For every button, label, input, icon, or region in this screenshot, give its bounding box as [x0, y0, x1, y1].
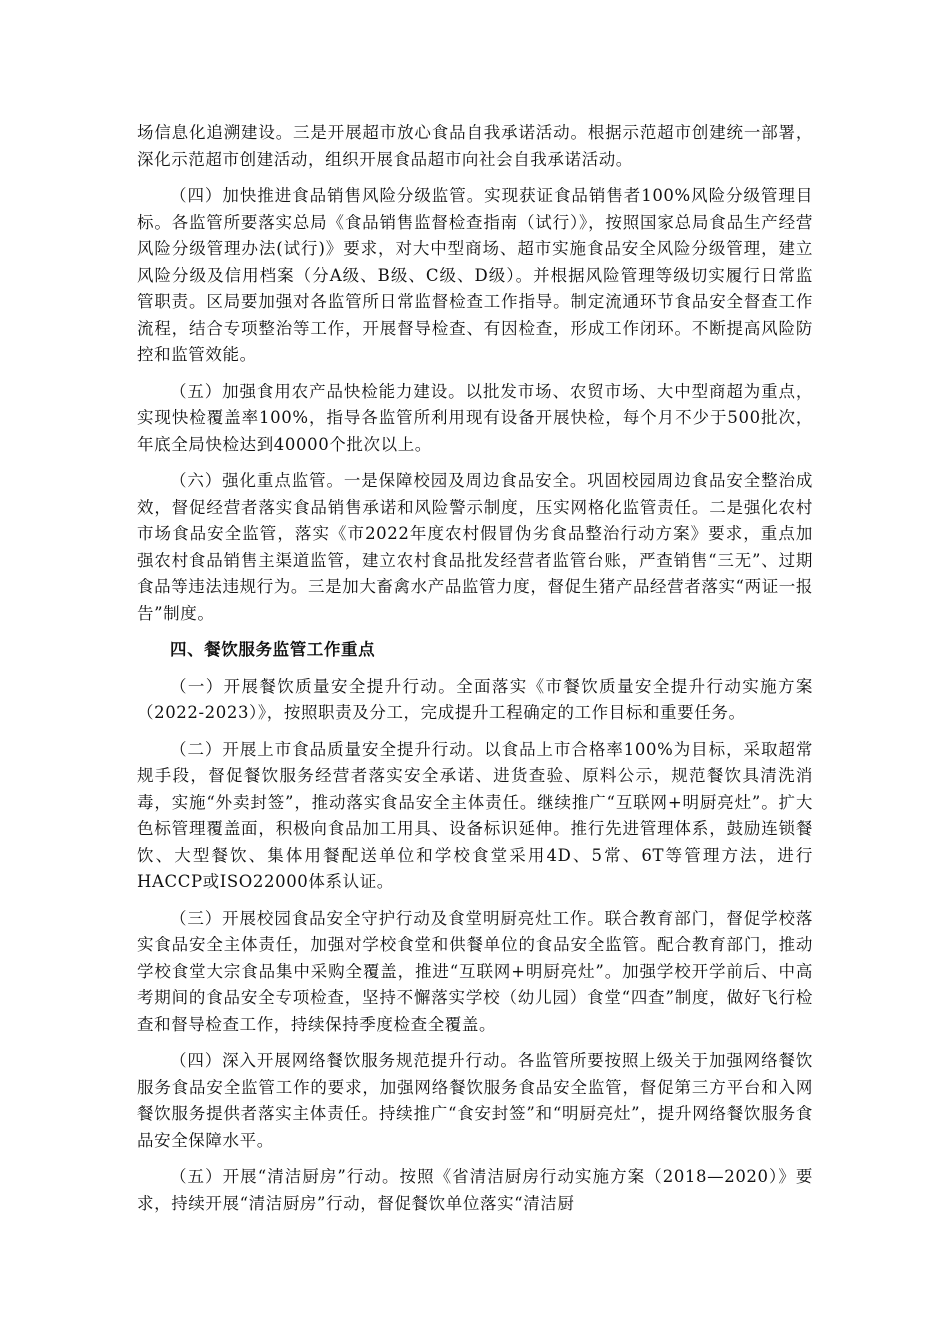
paragraph-section-4: （四）加快推进食品销售风险分级监管。实现获证食品销售者100%风险分级管理目标。各监管所要落实总局《食品销售监督检查指南（试行）》，按照国家总局食品生产经营风险分级管理办法(试行)》要求，对大中型商场、超市实施食品安全风险分级管理，建立风险分级及信用档案（分A级、B级、C级、D级）。并根据风险管理等级切实履行日常监管职责。区局要加强对各监管所日常监督检查工作指导。制定流通环节食品安全督查工作流程，结合专项整治等工作，开展督导检查、有因检查，形成工作闭环。不断提高风险防控和监管效能。	[137, 186, 813, 364]
paragraph-catering-1: （一）开展餐饮质量安全提升行动。全面落实《市餐饮质量安全提升行动实施方案（2022-2023）》，按照职责及分工，完成提升工程确定的工作目标和重要任务。	[137, 676, 813, 722]
paragraph-catering-2: （二）开展上市食品质量安全提升行动。以食品上市合格率100%为目标，采取超常规手段，督促餐饮服务经营者落实安全承诺、进货查验、原料公示，规范餐饮具清洗消毒，实施“外卖封签”，推动落实食品安全主体责任。继续推广“互联网+明厨亮灶”。扩大色标管理覆盖面，积极向食品加工用具、设备标识延伸。推行先进管理体系，鼓励连锁餐饮、大型餐饮、集体用餐配送单位和学校食堂采用4D、5常、6T等管理方法，进行HACCP或ISO22000体系认证。	[137, 739, 813, 891]
section-heading-catering: 四、餐饮服务监管工作重点	[170, 640, 376, 659]
paragraph-continuation: 场信息化追溯建设。三是开展超市放心食品自我承诺活动。根据示范超市创建统一部署，深化示范超市创建活动，组织开展食品超市向社会自我承诺活动。	[137, 123, 813, 169]
paragraph-section-5: （五）加强食用农产品快检能力建设。以批发市场、农贸市场、大中型商超为重点，实现快检覆盖率100%，指导各监管所利用现有设备开展快检，每个月不少于500批次，年底全局快检达到40000个批次以上。	[137, 381, 813, 454]
paragraph-section-6: （六）强化重点监管。一是保障校园及周边食品安全。巩固校园周边食品安全整治成效，督促经营者落实食品销售承诺和风险警示制度，压实网格化监管责任。二是强化农村市场食品安全监管，落实《市2022年度农村假冒伪劣食品整治行动方案》要求，重点加强农村食品销售主渠道监管，建立农村食品批发经营者监管台账，严查销售“三无”、过期食品等违法违规行为。三是加大畜禽水产品监管力度，督促生猪产品经营者落实“两证一报告”制度。	[137, 471, 813, 623]
document-page	[137, 120, 813, 1227]
paragraph-catering-5: （五）开展“清洁厨房”行动。按照《省清洁厨房行动实施方案（2018—2020）》要求，持续开展“清洁厨房”行动，督促餐饮单位落实“清洁厨	[137, 1167, 813, 1213]
paragraph-catering-3: （三）开展校园食品安全守护行动及食堂明厨亮灶工作。联合教育部门，督促学校落实食品安全主体责任，加强对学校食堂和供餐单位的食品安全监管。配合教育部门，推动学校食堂大宗食品集中采购全覆盖，推进“互联网+明厨亮灶”。加强学校开学前后、中高考期间的食品安全专项检查，坚持不懈落实学校（幼儿园）食堂“四查”制度，做好飞行检查和督导检查工作，持续保持季度检查全覆盖。	[137, 908, 813, 1034]
paragraph-catering-4: （四）深入开展网络餐饮服务规范提升行动。各监管所要按照上级关于加强网络餐饮服务食品安全监管工作的要求，加强网络餐饮服务食品安全监管，督促第三方平台和入网餐饮服务提供者落实主体责任。持续推广“食安封签”和“明厨亮灶”，提升网络餐饮服务食品安全保障水平。	[137, 1051, 813, 1150]
